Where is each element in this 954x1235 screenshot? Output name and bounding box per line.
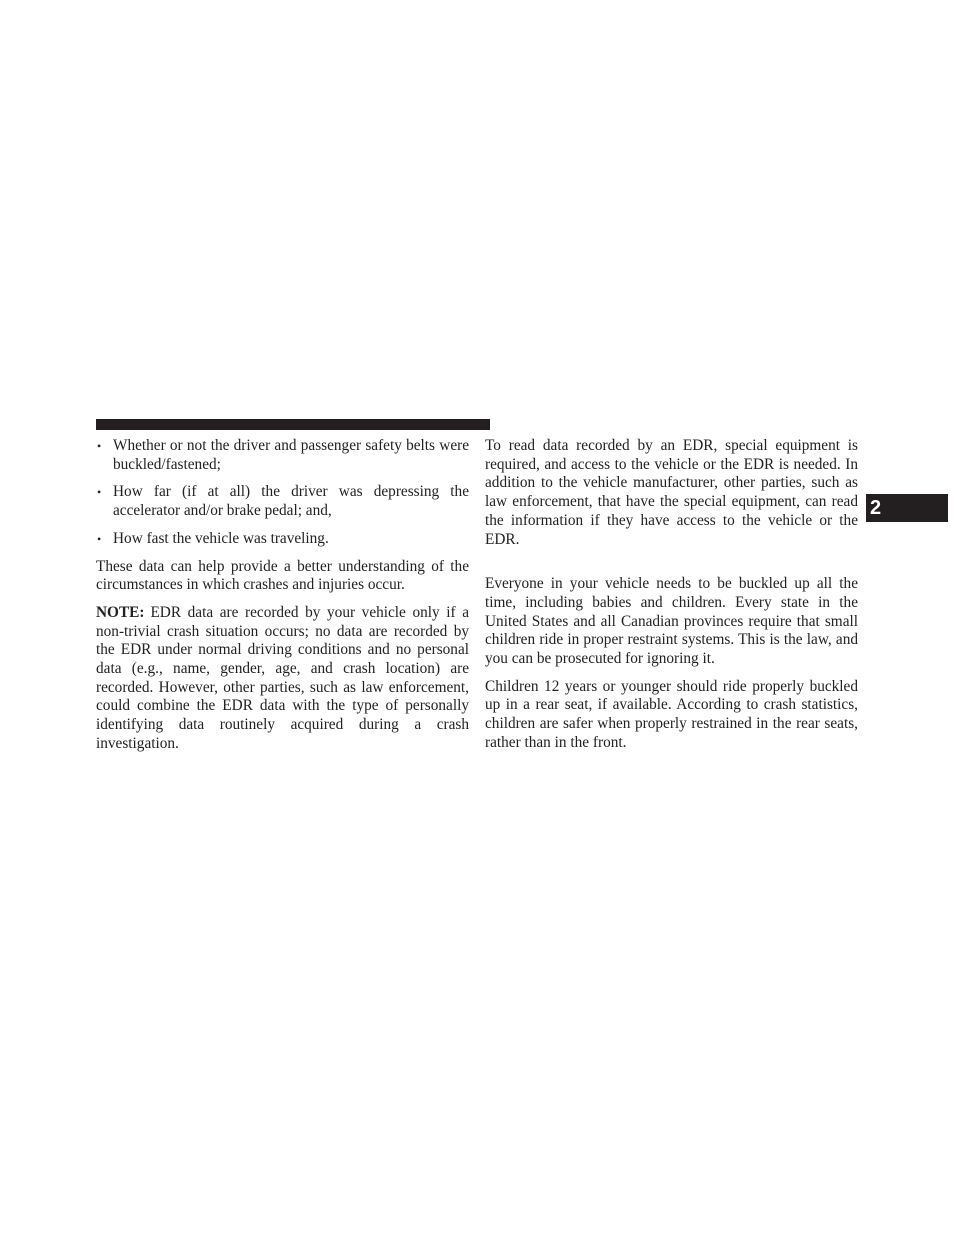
left-column — [96, 437, 469, 763]
body-paragraph: These data can help provide a better understanding of the circumstances in which crashes and injuries occur. — [96, 557, 469, 594]
note-text: EDR data are recorded by your vehicle only if a non-trivial crash situation occurs; no data are recorded by the EDR under normal driving conditions and no personal data (e.g., name, gender, age, and crash location) are recorded. However, other parties, such as law enforcement, could combine the EDR data with the type of personally identifying data routinely acquired during a crash investigation. — [96, 603, 469, 752]
chapter-number: 2 — [870, 497, 882, 519]
note-label: NOTE: — [96, 603, 145, 621]
list-item — [96, 530, 469, 549]
body-paragraph: To read data recorded by an EDR, special equipment is required, and access to the vehicle or the EDR is needed. In addition to the vehicle manufacturer, other parties, such as law enforcement, that have the special equipment, can read the information if they have access to the vehicle or the EDR. — [485, 437, 858, 548]
bullet-icon: • — [97, 531, 102, 546]
note-paragraph — [96, 604, 469, 754]
list-item-text: Whether or not the driver and passenger safety belts were buckled/fastened; — [113, 437, 469, 473]
list-item — [96, 437, 469, 474]
body-paragraph: Children 12 years or younger should ride properly buckled up in a rear seat, if available. According to crash statistics, children are safer when properly restrained in the rear seats, rather than in the front. — [485, 677, 858, 751]
bullet-icon: • — [97, 485, 102, 500]
bullet-icon: • — [97, 439, 102, 453]
list-item-text: How far (if at all) the driver was depressing the accelerator and/or brake pedal; and, — [113, 483, 469, 520]
body-paragraph: Everyone in your vehicle needs to be buckled up all the time, including babies and children. Every state in the United States and all Canadian provinces require that small children ride in proper restraint systems. This is the law, and you can be prosecuted for ignoring it. — [485, 575, 858, 668]
list-item-text: How fast the vehicle was traveling. — [113, 529, 329, 547]
section-divider-bar — [96, 419, 490, 430]
bullet-list — [96, 437, 469, 549]
list-item — [96, 483, 469, 520]
right-column — [485, 437, 858, 762]
chapter-tab — [866, 494, 948, 522]
